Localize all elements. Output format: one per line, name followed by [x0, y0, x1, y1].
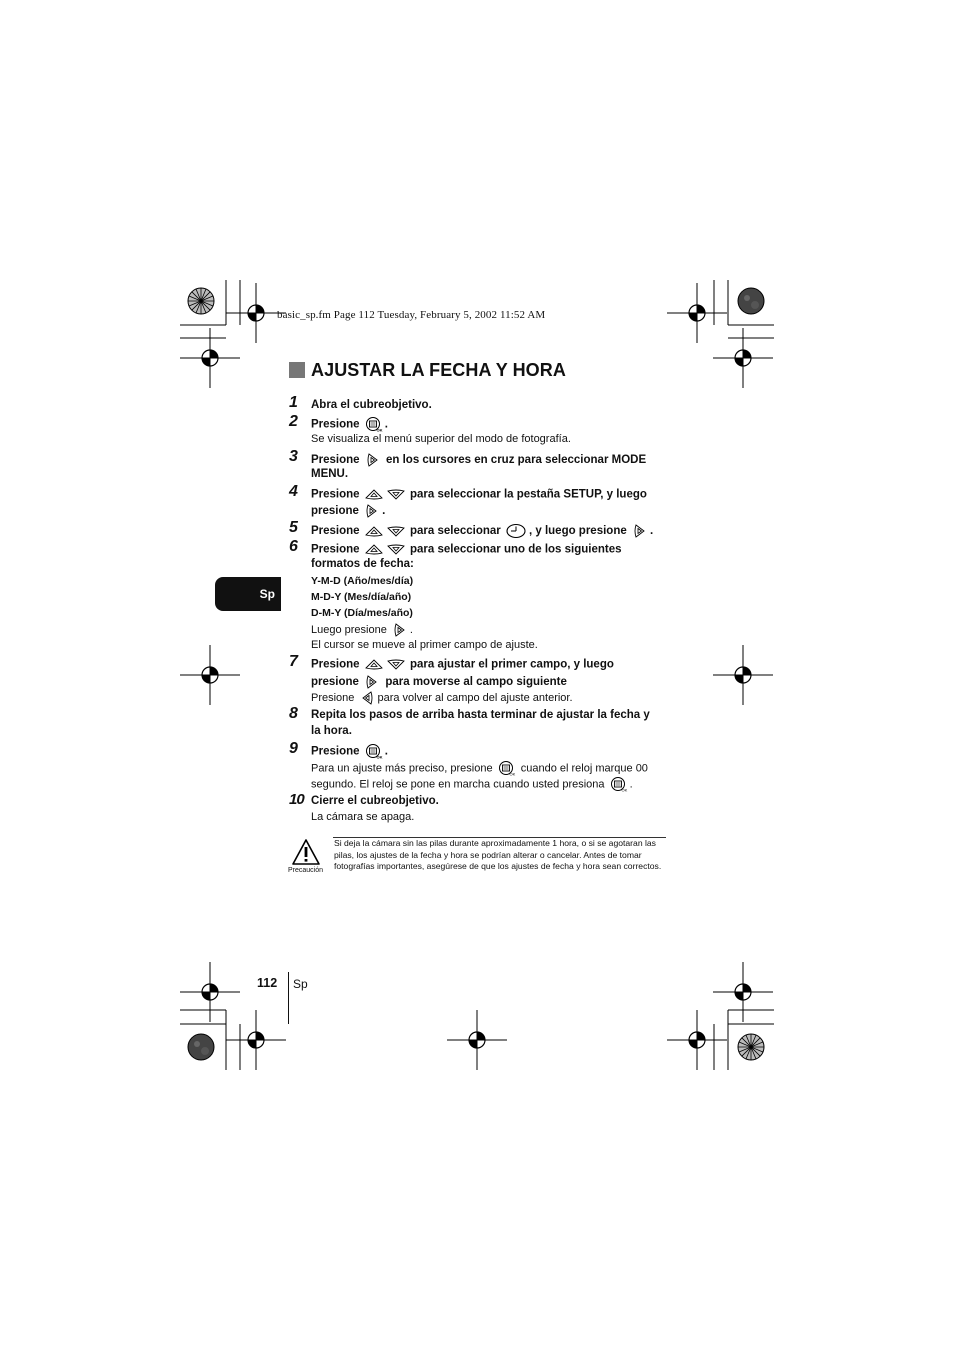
step-number: 5: [289, 519, 298, 536]
caution-triangle-icon: [291, 838, 321, 866]
step-3-text-cont: MENU.: [311, 468, 349, 480]
arrow-right-icon: [364, 674, 380, 690]
date-format-option: M-D-Y (Mes/día/año): [311, 591, 412, 603]
date-format-option: D-M-Y (Día/mes/año): [311, 607, 413, 619]
arrow-down-icon: [387, 524, 405, 539]
language-tab: [215, 577, 281, 611]
step-7-note: Presione para volver al campo del ajuste anterior.: [311, 690, 573, 706]
step-4-text-cont: presione .: [311, 503, 385, 519]
step-2-text: Presione .: [311, 416, 388, 433]
arrow-right-icon: [364, 503, 380, 519]
file-info-header: basic_sp.fm Page 112 Tuesday, February 5, 2002 11:52 AM: [277, 309, 546, 321]
step-10-text: Cierre el cubreobjetivo.: [311, 795, 439, 807]
step-6-note-2: El cursor se mueve al primer campo de ajuste.: [311, 639, 538, 651]
arrow-right-icon: [392, 622, 408, 638]
step-number: 4: [289, 483, 298, 500]
step-number: 1: [289, 394, 298, 411]
step-number: 6: [289, 538, 298, 555]
date-format-option: Y-M-D (Año/mes/día): [311, 575, 414, 587]
step-6-note: Luego presione .: [311, 622, 413, 638]
step-4-text: Presione para seleccionar la pestaña SETUP, y luego: [311, 488, 647, 501]
page-language: Sp: [293, 977, 308, 991]
arrow-down-icon: [387, 487, 405, 502]
step-number: 10: [289, 791, 304, 808]
step-number: 7: [289, 653, 298, 670]
arrow-up-icon: [365, 487, 383, 502]
step-1-text: Abra el cubreobjetivo.: [311, 399, 432, 411]
ok-button-icon: [610, 776, 628, 793]
step-2-note: Se visualiza el menú superior del modo de fotografía.: [311, 433, 571, 445]
step-6-text-cont: formatos de fecha:: [311, 558, 414, 570]
step-8-text-cont: la hora.: [311, 725, 352, 737]
step-number: 8: [289, 705, 298, 722]
step-number: 2: [289, 413, 298, 430]
page-title: AJUSTAR LA FECHA Y HORA: [311, 360, 566, 380]
step-9-note-2: segundo. El reloj se pone en marcha cuando usted presiona .: [311, 776, 633, 793]
step-3-text: Presione en los cursores en cruz para seleccionar MODE: [311, 452, 646, 468]
arrow-up-icon: [365, 542, 383, 557]
caution-label: Precaución: [288, 867, 324, 874]
step-7-text: Presione para ajustar el primer campo, y luego: [311, 658, 614, 671]
arrow-right-icon: [365, 452, 381, 468]
step-number: 3: [289, 448, 298, 465]
footer-divider: [288, 972, 289, 1024]
title-marker: [289, 362, 305, 378]
ok-button-icon: [365, 416, 383, 433]
arrow-down-icon: [387, 542, 405, 557]
step-6-text: Presione para seleccionar uno de los siguientes: [311, 543, 622, 556]
arrow-up-icon: [365, 657, 383, 672]
language-tab-label: Sp: [259, 587, 275, 601]
clock-icon: [506, 523, 527, 539]
page-number: 112: [257, 976, 278, 990]
arrow-up-icon: [365, 524, 383, 539]
step-9-note: Para un ajuste más preciso, presione cuando el reloj marque 00: [311, 760, 648, 777]
step-10-note: La cámara se apaga.: [311, 811, 415, 823]
arrow-right-icon: [632, 523, 648, 539]
step-number: 9: [289, 740, 298, 757]
step-8-text: Repita los pasos de arriba hasta terminar de ajustar la fecha y: [311, 709, 650, 721]
ok-button-icon: [365, 743, 383, 760]
arrow-left-icon: [359, 690, 375, 706]
ok-button-icon: [498, 760, 516, 777]
step-5-text: Presione para seleccionar , y luego presione .: [311, 523, 653, 539]
step-7-text-cont: presione para moverse al campo siguiente: [311, 674, 567, 690]
step-9-text: Presione .: [311, 743, 388, 760]
caution-text: Si deja la cámara sin las pilas durante aproximadamente 1 hora, o si se agotaran las pilas, los ajustes de la fecha y hora se podrían alterar o cancelar. Antes de tomar fotografías importantes, asegúrese de que los ajustes de fecha y hora sean correctos.: [334, 838, 662, 872]
arrow-down-icon: [387, 657, 405, 672]
